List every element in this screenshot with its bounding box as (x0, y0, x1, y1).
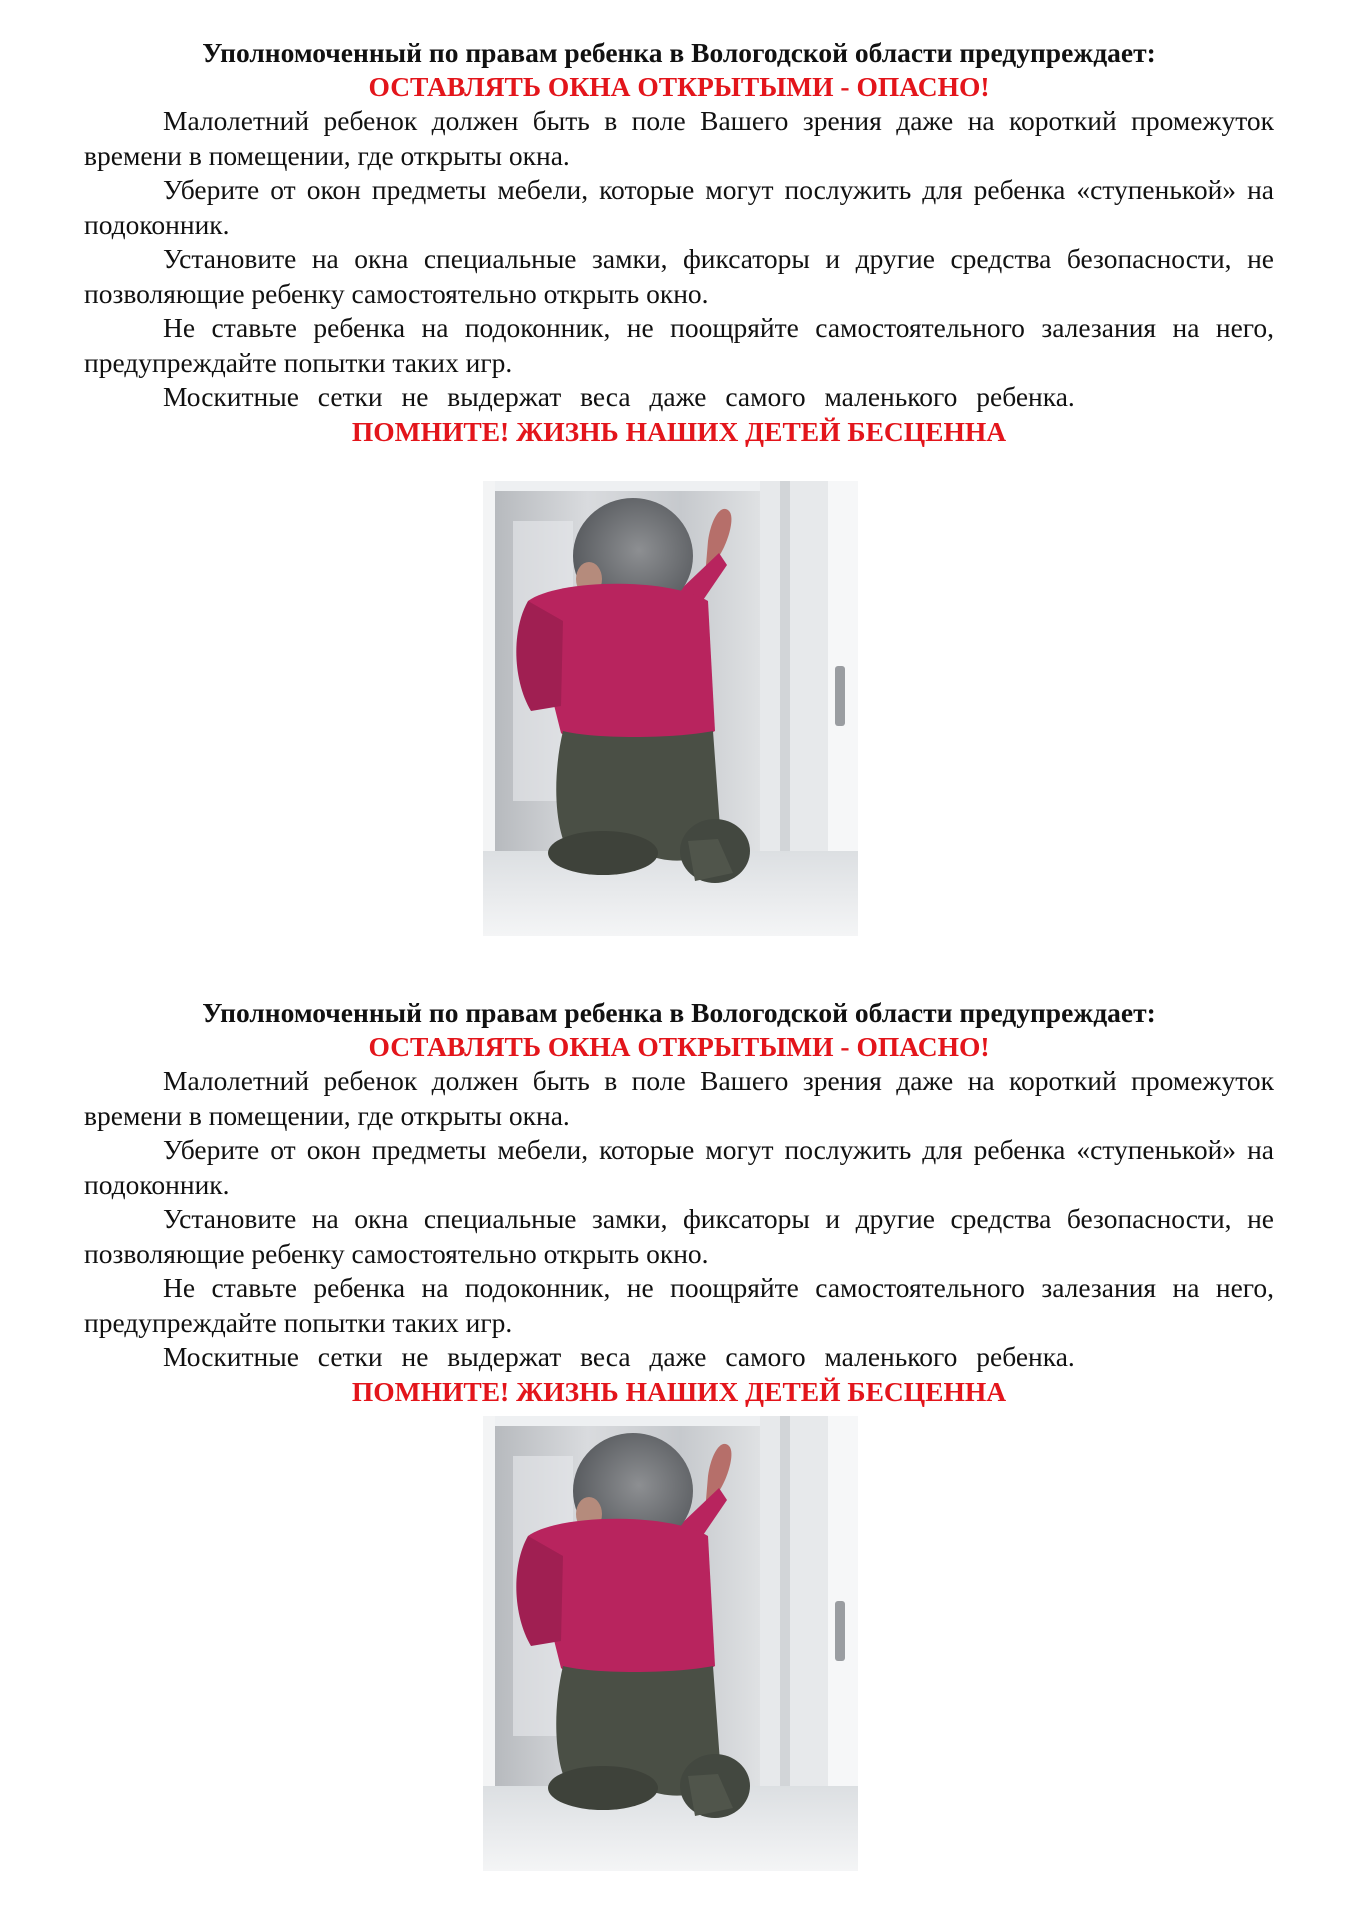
notice-paragraph: Установите на окна специальные замки, фиксаторы и другие средства безопасности, не позволяющие ребенку самостоятельно открыть окно. (84, 1203, 1274, 1269)
child-at-window-photo (483, 1416, 858, 1871)
notice-paragraph: Уберите от окон предметы мебели, которые могут послужить для ребенка «ступенькой» на подоконник. (84, 1134, 1274, 1200)
notice-paragraph: Москитные сетки не выдержат веса даже самого маленького ребенка. (163, 1341, 1075, 1372)
notice-paragraph: Малолетний ребенок должен быть в поле Вашего зрения даже на короткий промежуток времени в помещении, где открыты окна. (84, 105, 1274, 171)
notice-paragraph: Малолетний ребенок должен быть в поле Вашего зрения даже на короткий промежуток времени в помещении, где открыты окна. (84, 1065, 1274, 1131)
notice-remember: ПОМНИТЕ! ЖИЗНЬ НАШИХ ДЕТЕЙ БЕСЦЕННА (351, 1375, 1007, 1407)
notice-heading: Уполномоченный по правам ребенка в Вологодской области предупреждает: (202, 997, 1156, 1028)
notice-heading: Уполномоченный по правам ребенка в Вологодской области предупреждает: (202, 37, 1156, 68)
child-at-window-illustration (483, 1416, 858, 1871)
notice-paragraph: Уберите от окон предметы мебели, которые могут послужить для ребенка «ступенькой» на подоконник. (84, 174, 1274, 240)
notice-block-2 (84, 996, 1274, 1409)
notice-warning: ОСТАВЛЯТЬ ОКНА ОТКРЫТЫМИ - ОПАСНО! (368, 1031, 990, 1062)
notice-paragraph: Не ставьте ребенка на подоконник, не поощряйте самостоятельного залезания на него, предупреждайте попытки таких игр. (84, 312, 1274, 378)
notice-warning: ОСТАВЛЯТЬ ОКНА ОТКРЫТЫМИ - ОПАСНО! (368, 71, 990, 102)
child-at-window-illustration (483, 481, 858, 936)
notice-remember: ПОМНИТЕ! ЖИЗНЬ НАШИХ ДЕТЕЙ БЕСЦЕННА (351, 415, 1007, 447)
child-at-window-photo (483, 481, 858, 936)
notice-paragraph: Установите на окна специальные замки, фиксаторы и другие средства безопасности, не позволяющие ребенку самостоятельно открыть окно. (84, 243, 1274, 309)
notice-paragraph: Москитные сетки не выдержат веса даже самого маленького ребенка. (163, 381, 1075, 412)
notice-block-1 (84, 36, 1274, 449)
notice-paragraph: Не ставьте ребенка на подоконник, не поощряйте самостоятельного залезания на него, предупреждайте попытки таких игр. (84, 1272, 1274, 1338)
